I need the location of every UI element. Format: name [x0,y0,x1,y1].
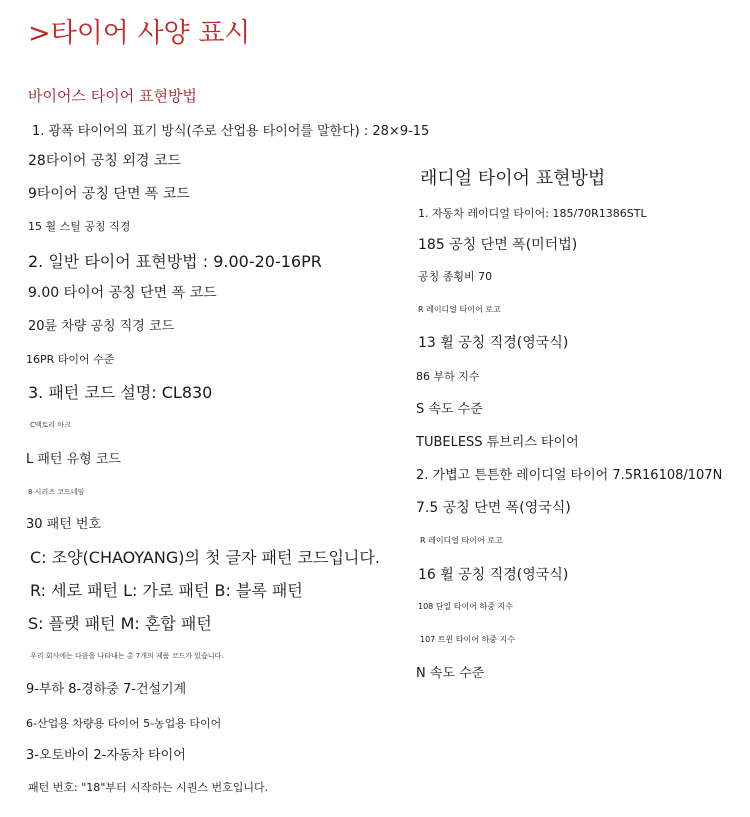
bias-line: C맥토리 마크 [30,421,71,429]
bias-line: 2. 일반 타이어 표현방법 : 9.00-20-16PR [28,252,322,271]
bias-line: 30 패턴 번호 [26,517,102,532]
radial-line: 2. 가볍고 튼튼한 레이디얼 타이어 7.5R16108/107N [416,468,723,483]
bias-line: 3-오토바이 2-자동차 타이어 [26,748,186,763]
page-title: >타이어 사양 표시 [28,18,251,49]
bias-line: 3. 패턴 코드 설명: CL830 [28,383,213,402]
bias-line: 1. 광폭 타이어의 표기 방식(주로 산업용 타이어를 말한다) : 28×9-15 [32,124,430,139]
radial-line: N 속도 수준 [416,666,485,681]
radial-line: 7.5 공칭 단면 폭(영국식) [416,500,571,516]
radial-line: 185 공칭 단면 폭(미터법) [418,237,578,253]
bias-line: 9타이어 공칭 단면 폭 코드 [28,186,190,202]
bias-line: C: 조양(CHAOYANG)의 첫 글자 패턴 코드입니다. [30,548,380,567]
bias-line: 9-부하 8-경하중 7-건설기계 [26,682,187,697]
radial-line: 16 휠 공칭 직경(영국식) [418,567,569,583]
radial-line: 13 휠 공칭 직경(영국식) [418,335,569,351]
bias-line: 8 시리즈 코드네임 [28,488,85,496]
radial-line: S 속도 수준 [416,402,483,417]
radial-line: 1. 자동차 레이디얼 타이어: 185/70R1386STL [418,207,647,220]
radial-line: R 레이디얼 타이어 로고 [420,536,503,545]
bias-line: 16PR 타이어 수준 [26,353,115,366]
radial-line: TUBELESS 튜브리스 타이어 [416,435,579,450]
bias-line: L 패턴 유형 코드 [26,452,121,467]
bias-line: 9.00 타이어 공칭 단면 폭 코드 [28,285,217,301]
radial-line: 공칭 종횡비 70 [418,270,493,283]
bias-line: 20륜 차량 공칭 직경 코드 [28,319,175,334]
radial-line: 108 단일 타이어 하중 지수 [418,602,513,611]
radial-line: 86 부하 지수 [416,370,480,383]
bias-line: R: 세로 패턴 L: 가로 패턴 B: 블록 패턴 [30,581,303,600]
bias-line: 우리 회사에는 다음을 나타내는 총 7개의 제품 코드가 있습니다. [30,652,224,660]
bias-line: 6-산업용 차량용 타이어 5-농업용 타이어 [26,717,222,730]
radial-heading: 래디얼 타이어 표현방법 [420,168,606,189]
bias-line: 패턴 번호: "18"부터 시작하는 시퀀스 번호입니다. [28,781,269,794]
bias-heading: 바이어스 타이어 표현방법 [28,87,197,105]
radial-line: 107 트윈 타이어 하중 지수 [420,635,515,644]
bias-line: S: 플랫 패턴 M: 혼합 패턴 [28,614,212,633]
radial-line: R 레이디얼 타이어 로고 [418,305,501,314]
bias-line: 15 휠 스틸 공칭 직경 [28,220,131,233]
bias-line: 28타이어 공칭 외경 코드 [28,153,181,169]
